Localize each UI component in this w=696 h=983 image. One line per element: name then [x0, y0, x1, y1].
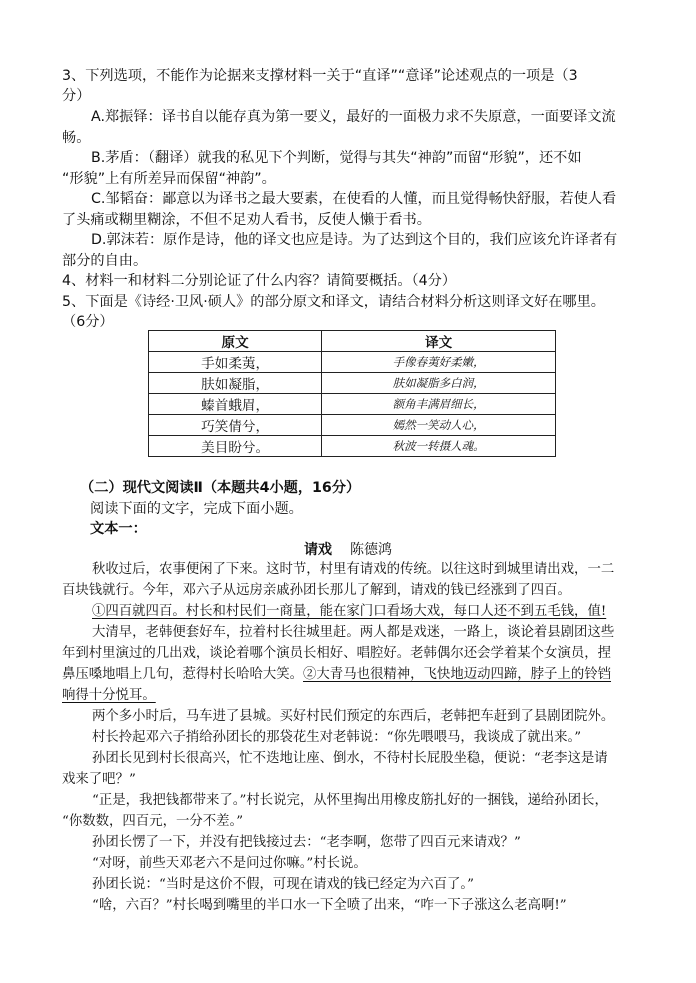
story-paragraph-5-line-1: 孙团长见到村长很高兴，忙不迭地让座、倒水，不待村长屁股坐稳，便说：“老李这是请: [92, 751, 608, 766]
story-paragraph-3-plain: 鼻压嗓地唱上几句，惹得村长哈哈大笑。: [62, 667, 304, 682]
question-5-line-1: 5、下面是《诗经·卫风·硕人》的部分原文和译文，请结合材料分析这则译文好在哪里。: [62, 294, 605, 310]
text-label: 文本一：: [90, 521, 147, 537]
story-paragraph-6-line-2: “你数数，四百元，一分不差。”: [62, 814, 244, 829]
story-title: 请戏: [304, 542, 332, 558]
table-header-original: 原文: [149, 331, 322, 352]
table-header-translation: 译文: [322, 331, 556, 352]
story-author: 陈德鸿: [350, 542, 392, 558]
table-cell-translation: 肤如凝脂多白润，: [322, 373, 556, 394]
story-paragraph-3-underlined: ②大青马也很精神，飞快地迈动四蹄，脖子上的铃铛: [303, 667, 612, 682]
table-row: [149, 415, 556, 436]
section-instruction: 阅读下面的文字，完成下面小题。: [90, 501, 303, 517]
story-paragraph-1-line-1: 秋收过后，农事便闲了下来。这时节，村里有请戏的传统。以往这时到城里请出戏，一二: [92, 562, 615, 577]
story-paragraph-4-line-1: 两个多小时后，马车进了县城。买好村民们预定的东西后，老韩把车赶到了县剧团院外。: [92, 709, 615, 724]
story-paragraph-3-line-1: 大清早，老韩便套好车，拉着村长往城里赶。两人都是戏迷，一路上，谈论着县剧团这些: [92, 625, 615, 640]
option-a-line-2: 畅。: [62, 130, 91, 146]
option-c-line-2: 了头痛或糊里糊涂，不但不足劝人看书，反使人懒于看书。: [62, 212, 431, 228]
question-3-line-1: 3、下列选项，不能作为论据来支撑材料一关于“直译”“意译”论述观点的一项是（3: [62, 68, 578, 84]
story-paragraph-9: 孙团长说：“当时是这价不假，可现在请戏的钱已经定为六百了。”: [92, 877, 474, 892]
story-paragraph-10: “啥，六百？”村长喝到嘴里的半口水一下全喷了出来，“咋一下子涨这么老高啊!”: [92, 898, 567, 913]
story-paragraph-3-line-3: [62, 665, 611, 685]
option-c-line-1: C.邹韬奋：鄙意以为译书之最大要素，在使看的人懂，而且觉得畅快舒服，若使人看: [91, 191, 617, 207]
story-paragraph-7: 孙团长愣了一下，并没有把钱接过去：“老李啊，您带了四百元来请戏？”: [92, 835, 521, 850]
story-title-line: [0, 539, 696, 559]
option-d-line-2: 部分的自由。: [62, 253, 148, 269]
story-paragraph-8: “对呀，前些天邓老六不是问过你嘛。”村长说。: [92, 856, 367, 871]
table-header-row: [149, 331, 556, 352]
story-paragraph-4-line-2: 村长拎起邓六子捎给孙团长的那袋花生对老韩说：“你先喂喂马，我谈成了就出来。”: [92, 730, 582, 745]
option-b-line-2: “形貌”上有所差异而保留“神韵”。: [62, 171, 276, 187]
table-cell-translation: 秋波一转摄人魂。: [322, 436, 556, 457]
translation-table: [148, 330, 556, 457]
table-row: [149, 436, 556, 457]
table-cell-translation: 手像春荑好柔嫩，: [322, 352, 556, 373]
question-5-line-2: （6分）: [62, 314, 114, 330]
option-d-line-1: D.郭沫若：原作是诗，他的译文也应是诗。为了达到这个目的，我们应该允许译者有: [91, 232, 618, 248]
section-heading: （二）现代文阅读Ⅱ（本题共4小题，16分）: [80, 480, 361, 496]
table-cell-original: 手如柔荑，: [149, 352, 322, 373]
table-cell-translation: 嫣然一笑动人心，: [322, 415, 556, 436]
table-row: [149, 373, 556, 394]
option-b-line-1: B.茅盾：（翻译）就我的私见下个判断，觉得与其失“神韵”而留“形貌”，还不如: [91, 150, 582, 166]
story-paragraph-1-line-2: 百块钱就行。今年，邓六子从远房亲戚孙团长那儿了解到，请戏的钱已经涨到了四百。: [62, 583, 571, 598]
question-3-line-2: 分）: [62, 88, 91, 104]
table-row: [149, 352, 556, 373]
table-cell-original: 巧笑倩兮，: [149, 415, 322, 436]
option-a-line-1: A.郑振铎：译书自以能存真为第一要义，最好的一面极力求不失原意，一面要译文流: [91, 109, 616, 125]
story-paragraph-5-line-2: 戏来了吧？”: [62, 772, 136, 787]
table-cell-translation: 额角丰满眉细长，: [322, 394, 556, 415]
story-paragraph-6-line-1: “正是，我把钱都带来了。”村长说完，从怀里掏出用橡皮筋扎好的一捆钱，递给孙团长，: [92, 793, 608, 808]
question-4: 4、材料一和材料二分别论证了什么内容？请简要概括。（4分）: [62, 273, 457, 289]
story-paragraph-2-underlined: ①四百就四百。村长和村民们一商量，能在家门口看场大戏，每口人还不到五毛钱，值!: [92, 604, 607, 619]
table-cell-original: 美目盼兮。: [149, 436, 322, 457]
table-cell-original: 肤如凝脂，: [149, 373, 322, 394]
story-paragraph-3-line-2: 年到村里演过的几出戏，谈论着哪个演员长相好、唱腔好。老韩偶尔还会学着某个女演员，捏: [62, 646, 612, 661]
table-row: [149, 394, 556, 415]
story-paragraph-3-line-4: 响得十分悦耳。: [62, 688, 156, 703]
table-cell-original: 螓首蛾眉，: [149, 394, 322, 415]
